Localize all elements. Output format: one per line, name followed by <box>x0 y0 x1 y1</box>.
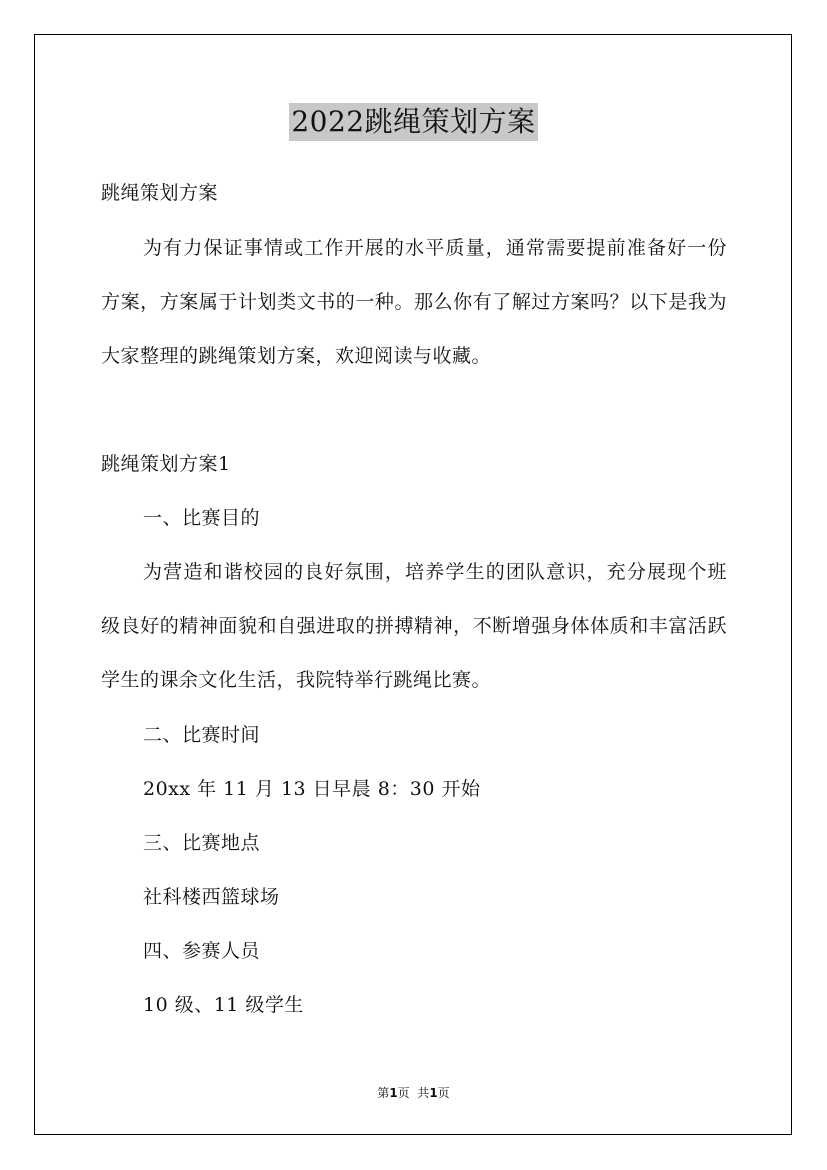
document-title: 2022跳绳策划方案 <box>289 103 537 141</box>
section4-heading: 四、参赛人员 <box>143 940 261 962</box>
section1-heading: 一、比赛目的 <box>143 507 261 529</box>
section2-heading: 二、比赛时间 <box>143 724 261 746</box>
footer-page-prefix: 第 <box>377 1086 390 1100</box>
section4-body: 10 级、11 级学生 <box>143 994 304 1016</box>
section3-heading: 三、比赛地点 <box>143 832 261 854</box>
section1-body: 为营造和谐校园的良好氛围，培养学生的团队意识，充分展现个班级良好的精神面貌和自强进取的拼搏精神，不断增强身体体质和丰富活跃学生的课余文化生活，我院特举行跳绳比赛。 <box>101 561 727 691</box>
footer-page-mid: 页 共 <box>397 1086 430 1100</box>
page-footer <box>0 1085 827 1101</box>
intro-paragraph: 为有力保证事情或工作开展的水平质量，通常需要提前准备好一份方案，方案属于计划类文书的一种。那么你有了解过方案吗？以下是我为大家整理的跳绳策划方案，欢迎阅读与收藏。 <box>101 237 727 367</box>
plan-heading: 跳绳策划方案1 <box>101 453 231 475</box>
section3-body: 社科楼西篮球场 <box>143 886 280 908</box>
section2-body: 20xx 年 11 月 13 日早晨 8：30 开始 <box>143 778 481 800</box>
document-subtitle: 跳绳策划方案 <box>101 182 219 204</box>
footer-page-number: 1 <box>389 1086 398 1100</box>
title-container <box>0 103 827 141</box>
footer-page-total: 1 <box>429 1086 438 1100</box>
footer-page-suffix: 页 <box>437 1086 450 1100</box>
